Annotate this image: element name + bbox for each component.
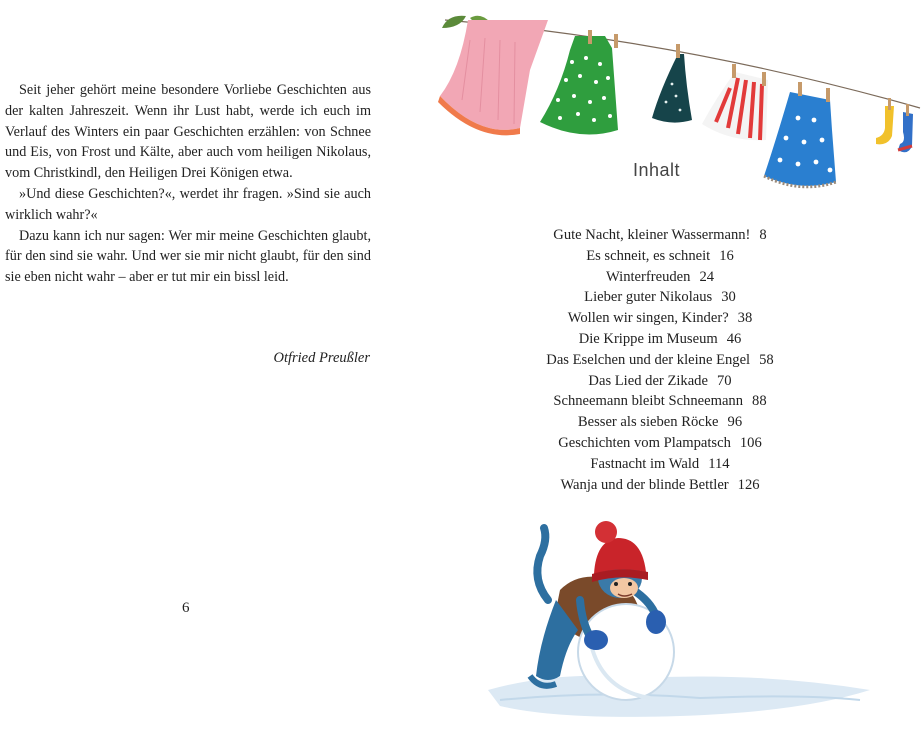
preface-paragraph-1: Seit jeher gehört meine besondere Vorliebe Geschichten aus der kalten Jahreszeit. Wenn ihr Lust habt, werde ich euch im Verlauf des Winters ein paar Geschichten erzählen: von Schnee und Eis, von Frost und Kälte, aber auch vom heiligen Nikolaus, vom Christkindl, den Heiligen Drei Königen etwa. bbox=[5, 82, 371, 182]
toc-entry-page: 30 bbox=[721, 289, 736, 306]
toc-entry-page: 8 bbox=[759, 227, 767, 243]
toc-entry-title: Winterfreuden bbox=[605, 268, 691, 285]
toc-entry-title: Das Lied der Zikade bbox=[588, 372, 708, 389]
table-of-contents bbox=[530, 225, 790, 495]
toc-entry[interactable] bbox=[530, 350, 790, 371]
toc-entry[interactable] bbox=[530, 454, 790, 475]
toc-entry-title: Es schneit, es schneit bbox=[586, 247, 711, 264]
toc-entry-title: Lieber guter Nikolaus bbox=[584, 289, 713, 306]
preface-paragraph-2: »Und diese Geschichten?«, werdet ihr fragen. »Sind sie auch wirklich wahr?« bbox=[5, 185, 371, 223]
toc-entry[interactable] bbox=[530, 412, 790, 433]
toc-entry-title: Gute Nacht, kleiner Wassermann! bbox=[553, 227, 751, 243]
toc-entry-title: Besser als sieben Röcke bbox=[577, 414, 719, 431]
toc-entry[interactable] bbox=[530, 308, 790, 329]
toc-entry-page: 16 bbox=[719, 247, 734, 264]
toc-entry[interactable] bbox=[530, 287, 790, 308]
toc-entry-page: 70 bbox=[716, 372, 732, 389]
author-signature: Otfried Preußler bbox=[273, 350, 370, 366]
toc-entry-title: Das Eselchen und der kleine Engel bbox=[546, 351, 751, 368]
toc-title: Inhalt bbox=[633, 160, 681, 180]
toc-entry[interactable] bbox=[530, 475, 790, 496]
toc-entry[interactable] bbox=[530, 391, 790, 412]
toc-entry[interactable] bbox=[530, 225, 790, 246]
toc-entry-title: Fastnacht im Wald bbox=[590, 455, 700, 472]
toc-entry-page: 24 bbox=[699, 268, 715, 285]
toc-entry[interactable] bbox=[530, 329, 790, 350]
toc-entry[interactable] bbox=[530, 433, 790, 454]
toc-entry-title: Schneemann bleibt Schneemann bbox=[553, 393, 744, 410]
toc-entry-page: 88 bbox=[752, 393, 767, 410]
toc-entry-title: Wollen wir singen, Kinder? bbox=[567, 310, 729, 327]
toc-entry-title: Die Krippe im Museum bbox=[578, 330, 718, 347]
toc-entry-page: 96 bbox=[727, 414, 743, 431]
toc-entry-page: 46 bbox=[726, 330, 742, 347]
toc-entry-page: 114 bbox=[708, 455, 730, 472]
toc-entry[interactable] bbox=[530, 246, 790, 267]
toc-entry-title: Wanja und der blinde Bettler bbox=[560, 476, 729, 493]
toc-entry-page: 58 bbox=[759, 351, 774, 368]
toc-entry-title: Geschichten vom Plampatsch bbox=[558, 434, 731, 451]
toc-entry[interactable] bbox=[530, 267, 790, 288]
toc-entry-page: 126 bbox=[737, 476, 760, 493]
preface-text bbox=[5, 80, 371, 288]
toc-entry-page: 38 bbox=[737, 310, 753, 327]
toc-entry-page: 106 bbox=[739, 434, 762, 451]
toc-entry[interactable] bbox=[530, 371, 790, 392]
page-number: 6 bbox=[182, 600, 190, 616]
preface-paragraph-3: Dazu kann ich nur sagen: Wer mir meine Geschichten glaubt, für den sind sie wahr. Und wer sie mir nicht glaubt, für den sind sie eben nicht wahr – aber er tut mir ein bissl leid. bbox=[5, 227, 371, 286]
